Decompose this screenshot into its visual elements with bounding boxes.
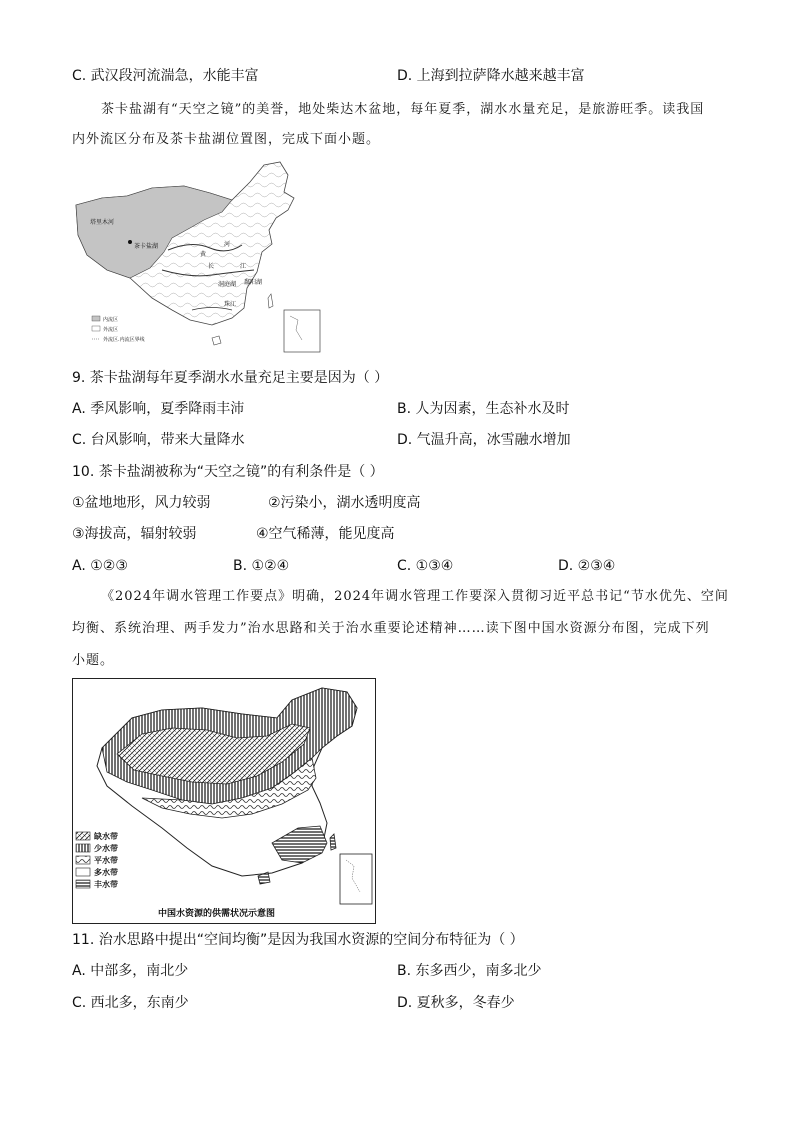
- legend-label: 少水带: [94, 844, 118, 853]
- q10-statement-4: ④空气稀薄，能见度高: [256, 526, 395, 542]
- q10-option-b: B. ①②④: [233, 558, 290, 574]
- legend-label: 外流区.内流区界线: [103, 337, 145, 343]
- legend-normal-swatch: [76, 856, 90, 864]
- map1-label: 河: [224, 241, 231, 248]
- map1-label: 茶卡盐湖: [134, 243, 159, 250]
- q10-statement-2: ②污染小，湖水透明度高: [268, 495, 421, 511]
- q9-option-c: C. 台风影响，带来大量降水: [72, 432, 245, 448]
- q9-stem: 9. 茶卡盐湖每年夏季湖水水量充足主要是因为（ ）: [72, 370, 389, 386]
- map1-label: 珠江: [224, 301, 237, 308]
- chaka-salt-lake-marker: [128, 240, 132, 244]
- q11-stem: 11. 治水思路中提出“空间均衡”是因为我国水资源的空间分布特征为（ ）: [72, 932, 524, 948]
- hainan-island: [212, 336, 221, 345]
- passage2-line2: 均衡、系统治理、两手发力”治水思路和关于治水重要论述精神……读下图中国水资源分布图，完成下列: [72, 621, 710, 636]
- legend-inner-swatch: [92, 316, 100, 321]
- q11-option-a: A. 中部多，南北少: [72, 963, 189, 979]
- passage2-line1: 《2024年调水管理工作要点》明确，2024年调水管理工作要深入贯彻习近平总书记“节水优先、空间: [101, 589, 729, 604]
- drainage-map: [72, 160, 322, 355]
- south-sea-inset: [340, 854, 372, 904]
- legend-label: 缺水带: [94, 832, 118, 841]
- water-resources-map: [72, 678, 376, 924]
- taiwan-island: [268, 294, 273, 308]
- legend-label: 多水带: [94, 868, 118, 877]
- passage1-line2: 内外流区分布及茶卡盐湖位置图，完成下面小题。: [72, 132, 381, 147]
- q10-stem: 10. 茶卡盐湖被称为“天空之镜”的有利条件是（ ）: [72, 464, 384, 480]
- legend-label: 平水带: [94, 856, 118, 865]
- passage1-line1: 茶卡盐湖有“天空之镜”的美誉，地处柴达木盆地，每年夏季，湖水水量充足，是旅游旺季。读我国: [101, 102, 705, 117]
- q8-option-d: D. 上海到拉萨降水越来越丰富: [397, 68, 585, 84]
- q11-option-c: C. 西北多，东南少: [72, 995, 189, 1011]
- map1-label: 鄱阳湖: [244, 279, 263, 286]
- south-sea-inset: [284, 310, 320, 352]
- q9-option-a: A. 季风影响，夏季降雨丰沛: [72, 401, 245, 417]
- map1-label: 洞庭湖: [218, 281, 237, 288]
- map2-caption: 中国水资源的供需状况示意图: [158, 909, 276, 919]
- q9-option-b: B. 人为因素，生态补水及时: [397, 401, 570, 417]
- map1-label: 江: [240, 263, 247, 270]
- legend-less-swatch: [76, 844, 90, 852]
- q10-option-a: A. ①②③: [72, 558, 128, 574]
- q10-option-d: D. ②③④: [558, 558, 616, 574]
- passage2-line3: 小题。: [72, 653, 115, 668]
- legend-more-swatch: [76, 868, 90, 876]
- q10-statement-3: ③海拔高，辐射较弱: [72, 526, 197, 542]
- legend-outer-swatch: [92, 326, 100, 331]
- q9-option-d: D. 气温升高，冰雪融水增加: [397, 432, 571, 448]
- map1-label: 塔里木河: [90, 219, 115, 226]
- legend-label: 外流区: [103, 327, 119, 333]
- q11-option-d: D. 夏秋多，冬春少: [397, 995, 515, 1011]
- legend-shortage-swatch: [76, 832, 90, 840]
- legend-label: 内流区: [103, 317, 119, 323]
- legend-abundant-swatch: [76, 880, 90, 888]
- q10-statement-1: ①盆地地形，风力较弱: [72, 495, 211, 511]
- q8-option-c: C. 武汉段河流湍急，水能丰富: [72, 68, 259, 84]
- q10-option-c: C. ①③④: [397, 558, 454, 574]
- legend-label: 丰水带: [94, 880, 118, 889]
- map1-label: 长: [208, 263, 215, 270]
- q11-option-b: B. 东多西少，南多北少: [397, 963, 542, 979]
- map1-label: 黄: [200, 251, 207, 258]
